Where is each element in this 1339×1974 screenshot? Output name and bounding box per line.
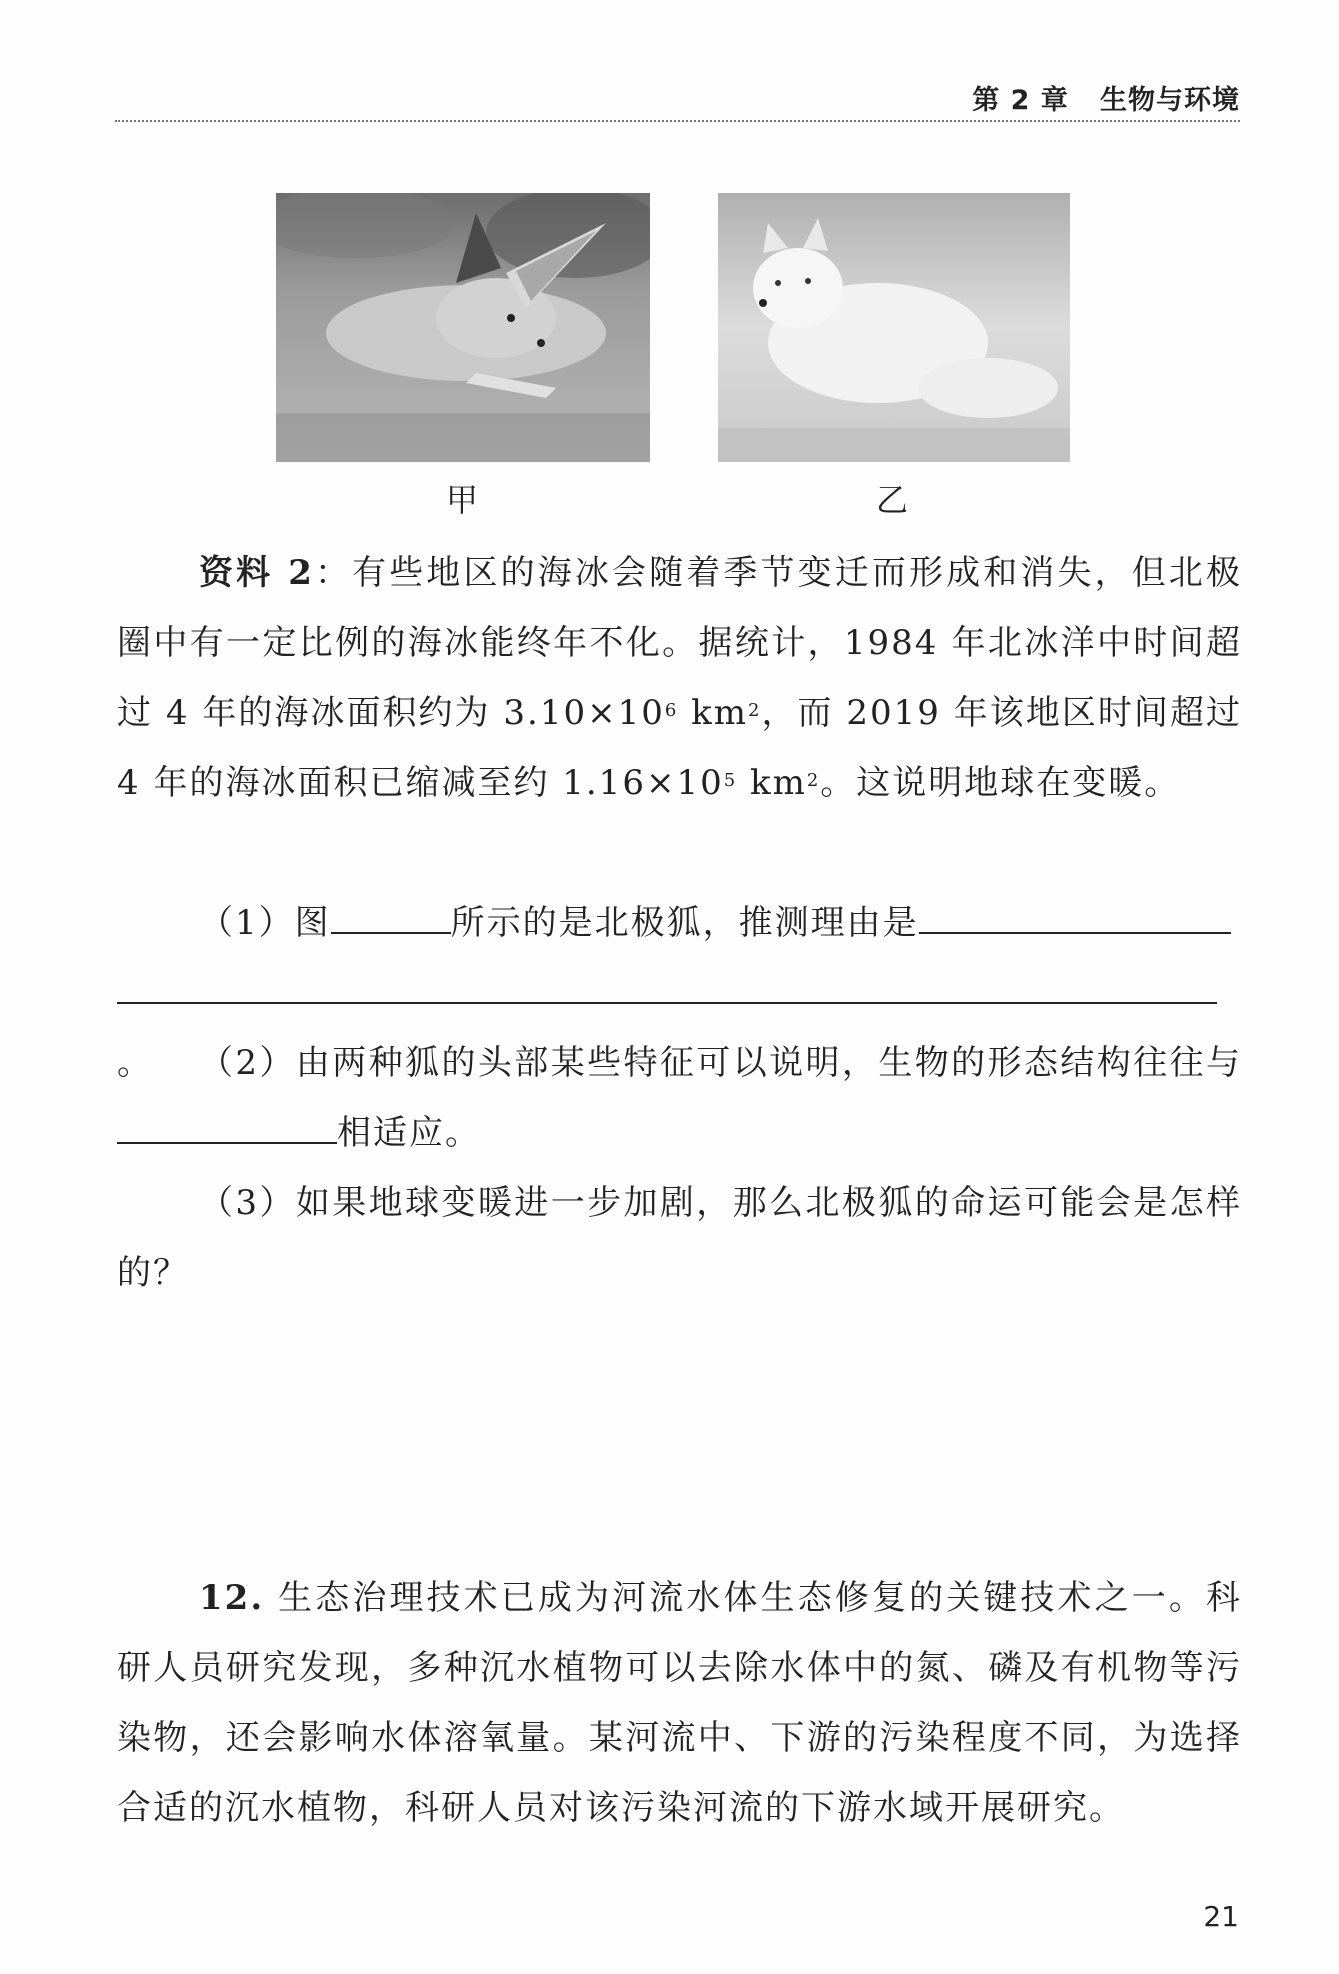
- chapter-number: 第 2 章: [972, 85, 1069, 116]
- answer-blank-2[interactable]: [117, 1108, 337, 1144]
- answer-blank-1c[interactable]: [117, 968, 1217, 1004]
- material-2-paragraph: 资料 2：有些地区的海冰会随着季节变迁而形成和消失，但北极圈中有一定比例的海冰能终年不化。据统计，1984 年北冰洋中时间超过 4 年的海冰面积约为 $3.10\times 10^6$ $km^2$，而 2019 年该地区时间超过 4 年的海冰面积已缩减至约 $1.16\times 10^5$ $km^2$。这说明地球在变暖。: [117, 553, 1242, 803]
- question-3: （3）如果地球变暖进一步加剧，那么北极狐的命运可能会是怎样的？: [117, 1183, 1242, 1293]
- page-number: 21: [1203, 1900, 1239, 1933]
- answer-blank-1a[interactable]: [331, 898, 451, 934]
- figure-label-yi: 乙: [876, 481, 909, 519]
- question-1-continued: 。: [117, 958, 1242, 1098]
- answer-blank-1b[interactable]: [919, 898, 1231, 934]
- question-1: （1）图 所示的是北极狐，推测理由是: [117, 888, 1242, 958]
- material-2-label: 资料 2: [199, 553, 314, 593]
- problem-12: 12. 生态治理技术已成为河流水体生态修复的关键技术之一。科研人员研究发现，多种沉水植物可以去除水体中的氮、磷及有机物等污染物，还会影响水体溶氧量。某河流中、下游的污染程度不同，为选择合适的沉水植物，科研人员对该污染河流的下游水域开展研究。: [117, 1578, 1243, 1828]
- arctic-fox-photo: [718, 193, 1070, 462]
- running-header: [115, 76, 1240, 122]
- figure-label-jia: 甲: [446, 481, 479, 519]
- chapter-header: [972, 78, 1240, 117]
- question-2: （2）由两种狐的头部某些特征可以说明，生物的形态结构往往与相适应。: [117, 1028, 1242, 1168]
- chapter-title: 生物与环境: [1100, 85, 1240, 116]
- fennec-fox-photo: [276, 193, 650, 462]
- problem-number: 12.: [199, 1578, 265, 1618]
